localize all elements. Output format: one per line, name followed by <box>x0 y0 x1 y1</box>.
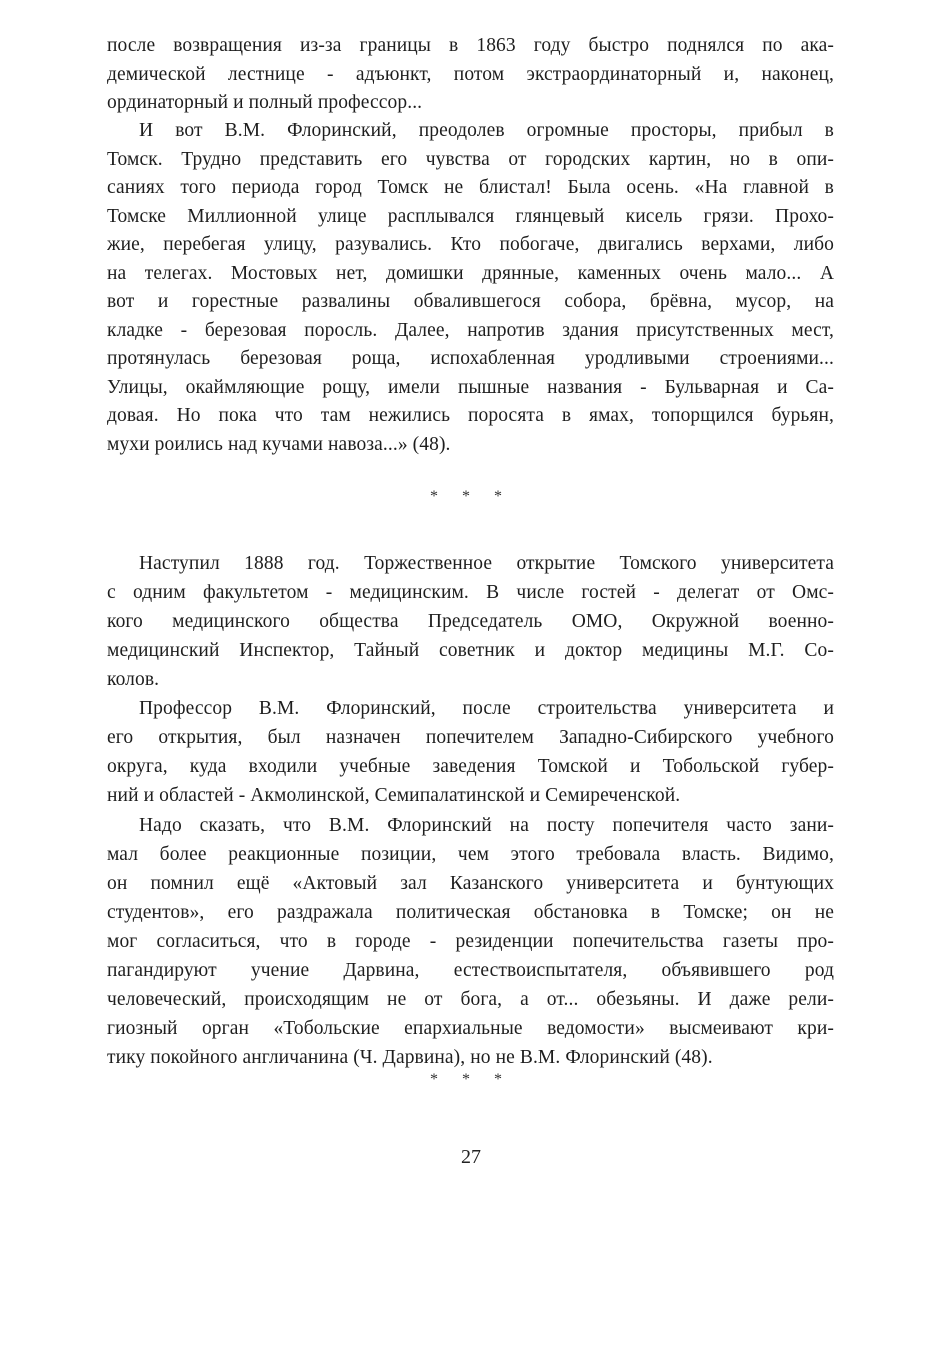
text-line: ний и областей - Акмолинской, Семипалатинской и Семиреченской. <box>107 785 681 806</box>
section-separator: * * * <box>430 488 512 505</box>
text-line: кого медицинского общества Председатель ОМО, Окружной военно- <box>107 611 834 632</box>
text-line: протянулась березовая роща, испохабленная уродливыми строениями... <box>107 348 834 369</box>
text-line: тику покойного англичанина (Ч. Дарвина), но не В.М. Флоринский (48). <box>107 1047 713 1068</box>
text-line: человеческий, происходящим не от бога, а от... обезьяны. И даже рели- <box>107 989 834 1010</box>
text-line: Надо сказать, что В.М. Флоринский на посту попечителя часто зани- <box>139 815 834 836</box>
text-line: вот и горестные развалины обвалившегося собора, брёвна, мусор, на <box>107 291 834 312</box>
page-number: 27 <box>461 1146 481 1168</box>
text-line: студентов», его раздражала политическая обстановка в Томске; он не <box>107 902 834 923</box>
text-line: его открытия, был назначен попечителем Западно-Сибирского учебного <box>107 727 834 748</box>
text-line: на телегах. Мостовых нет, домишки дрянные, каменных очень мало... А <box>107 263 834 284</box>
text-line: кладке - березовая поросль. Далее, напротив здания присутственных мест, <box>107 320 834 341</box>
text-line: колов. <box>107 669 160 690</box>
text-line: мал более реакционные позиции, чем этого требовала власть. Видимо, <box>107 844 834 865</box>
text-line: с одним факультетом - медицинским. В числе гостей - делегат от Омс- <box>107 582 834 603</box>
text-line: Томске Миллионной улице расплывался глянцевый кисель грязи. Прохо- <box>107 206 834 227</box>
text-line: медицинский Инспектор, Тайный советник и доктор медицины М.Г. Со- <box>107 640 834 661</box>
text-line: мухи роились над кучами навоза...» (48). <box>107 434 451 455</box>
text-line: ординаторный и полный профессор... <box>107 92 423 113</box>
section-separator: * * * <box>430 1071 512 1088</box>
text-line: жие, перебегая улицу, разувались. Кто побогаче, двигались верхами, либо <box>107 234 834 255</box>
text-line: демической лестнице - адъюнкт, потом экстраординаторный и, наконец, <box>107 64 834 85</box>
text-line: после возвращения из-за границы в 1863 году быстро поднялся по ака- <box>107 35 834 56</box>
text-line: Профессор В.М. Флоринский, после строительства университета и <box>139 698 834 719</box>
text-line: И вот В.М. Флоринский, преодолев огромные просторы, прибыл в <box>139 120 834 141</box>
text-line: пагандируют учение Дарвина, естествоиспытателя, объявившего род <box>107 960 834 981</box>
text-line: Томск. Трудно представить его чувства от городских картин, но в опи- <box>107 149 834 170</box>
text-line: Улицы, окаймляющие рощу, имели пышные названия - Бульварная и Са- <box>107 377 834 398</box>
text-line: мог согласиться, что в городе - резиденции попечительства газеты про- <box>107 931 834 952</box>
text-line: округа, куда входили учебные заведения Томской и Тобольской губер- <box>107 756 834 777</box>
text-line: гиозный орган «Тобольские епархиальные ведомости» высмеивают кри- <box>107 1018 834 1039</box>
text-line: саниях того периода город Томск не блистал! Была осень. «На главной в <box>107 177 834 198</box>
text-line: Наступил 1888 год. Торжественное открытие Томского университета <box>139 553 834 574</box>
text-line: он помнил ещё «Актовый зал Казанского университета и бунтующих <box>107 873 834 894</box>
text-line: довая. Но пока что там нежились поросята в ямах, топорщился бурьян, <box>107 405 834 426</box>
